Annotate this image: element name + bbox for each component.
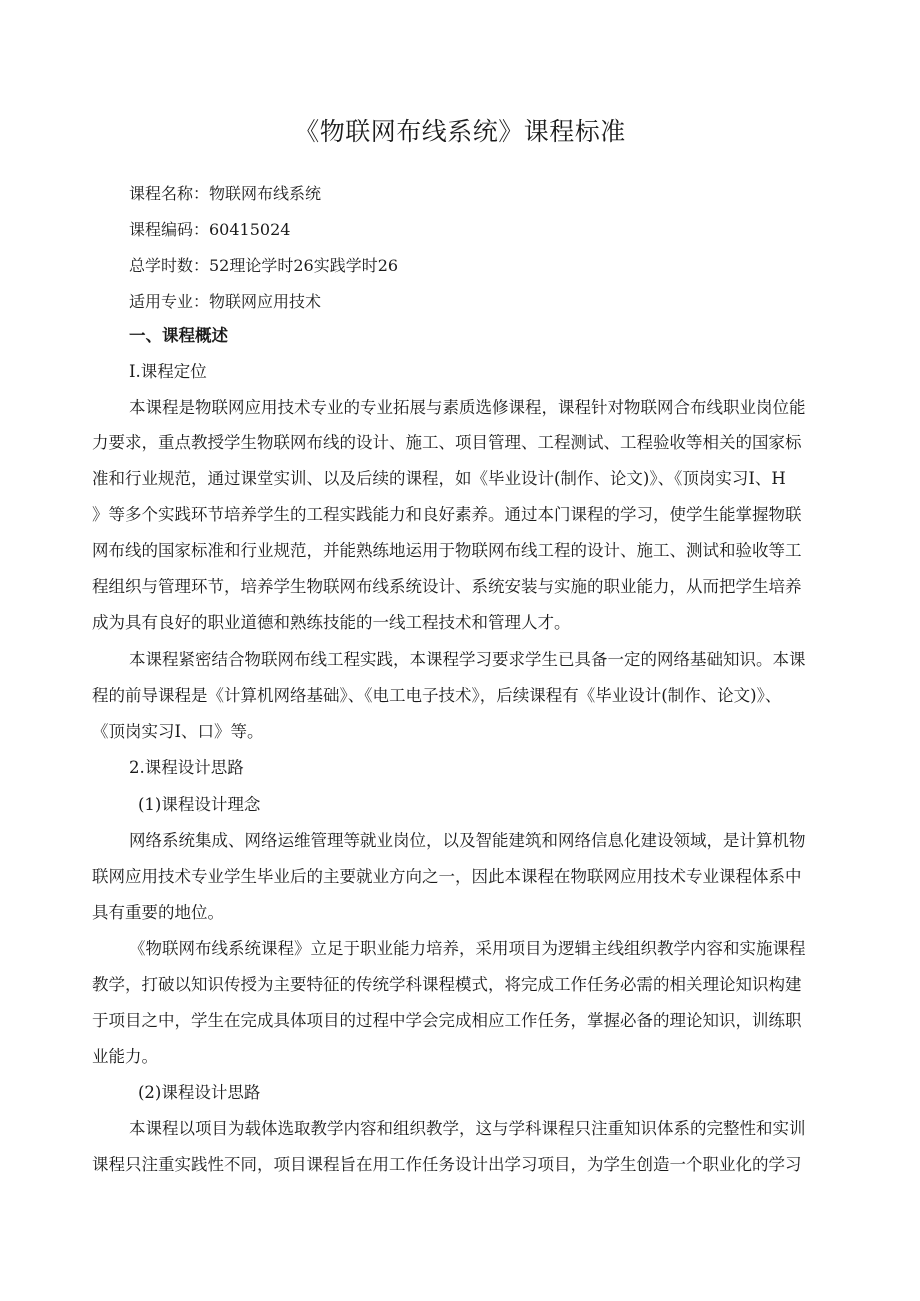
- course-hours: 总学时数：52理论学时26实践学时26: [129, 256, 399, 275]
- paragraph-line: 网络系统集成、网络运维管理等就业岗位，以及智能建筑和网络信息化建设领域，是计算机物: [129, 831, 806, 850]
- paragraph-line: 准和行业规范，通过课堂实训、以及后续的课程，如《毕业设计(制作、论文)》、《顶岗实习I、H: [92, 469, 786, 488]
- paragraph-line: 网布线的国家标准和行业规范，并能熟练地运用于物联网布线工程的设计、施工、测试和验收等工: [92, 541, 802, 560]
- document-title: 《物联网布线系统》课程标准: [294, 117, 626, 146]
- paragraph-line: 业能力。: [92, 1047, 158, 1066]
- paragraph-line: 程的前导课程是《计算机网络基础》、《电工电子技术》，后续课程有《毕业设计(制作、论文)》、: [92, 686, 782, 705]
- paragraph-line: 《顶岗实习I、口》等。: [92, 722, 264, 741]
- course-code: 课程编码：60415024: [129, 220, 291, 239]
- paragraph-line: 联网应用技术专业学生毕业后的主要就业方向之一，因此本课程在物联网应用技术专业课程体系中: [92, 867, 802, 886]
- paragraph-line: 程组织与管理环节，培养学生物联网布线系统设计、系统安装与实施的职业能力，从而把学生培养: [92, 577, 802, 596]
- paragraph-line: 本课程以项目为载体选取教学内容和组织教学，这与学科课程只注重知识体系的完整性和实训: [129, 1119, 806, 1138]
- subsection-heading: 2.课程设计思路: [129, 758, 244, 777]
- paragraph-line: 成为具有良好的职业道德和熟练技能的一线工程技术和管理人才。: [92, 613, 571, 632]
- paragraph-line: 本课程紧密结合物联网布线工程实践，本课程学习要求学生已具备一定的网络基础知识。本课: [129, 650, 806, 669]
- subsubsection-heading: (1)课程设计理念: [138, 795, 261, 814]
- paragraph-line: 课程只注重实践性不同，项目课程旨在用工作任务设计出学习项目，为学生创造一个职业化的学习: [92, 1155, 802, 1174]
- course-major: 适用专业：物联网应用技术: [129, 292, 322, 311]
- subsubsection-heading: (2)课程设计思路: [138, 1083, 261, 1102]
- subsection-heading: I.课程定位: [129, 362, 207, 381]
- paragraph-line: 于项目之中，学生在完成具体项目的过程中学会完成相应工作任务，掌握必备的理论知识，训练职: [92, 1011, 802, 1030]
- paragraph-line: 具有重要的地位。: [92, 903, 224, 922]
- paragraph-line: 力要求，重点教授学生物联网布线的设计、施工、项目管理、工程测试、工程验收等相关的国家标: [92, 433, 802, 452]
- paragraph-line: 教学，打破以知识传授为主要特征的传统学科课程模式，将完成工作任务必需的相关理论知识构建: [92, 975, 802, 994]
- paragraph-line: 《物联网布线系统课程》立足于职业能力培养，采用项目为逻辑主线组织教学内容和实施课程: [129, 939, 806, 958]
- paragraph-line: 》等多个实践环节培养学生的工程实践能力和良好素养。通过本门课程的学习，使学生能掌握物联: [92, 505, 802, 524]
- section-heading: 一、课程概述: [129, 326, 228, 345]
- course-name: 课程名称：物联网布线系统: [129, 184, 322, 203]
- paragraph-line: 本课程是物联网应用技术专业的专业拓展与素质选修课程，课程针对物联网合布线职业岗位能: [129, 398, 806, 417]
